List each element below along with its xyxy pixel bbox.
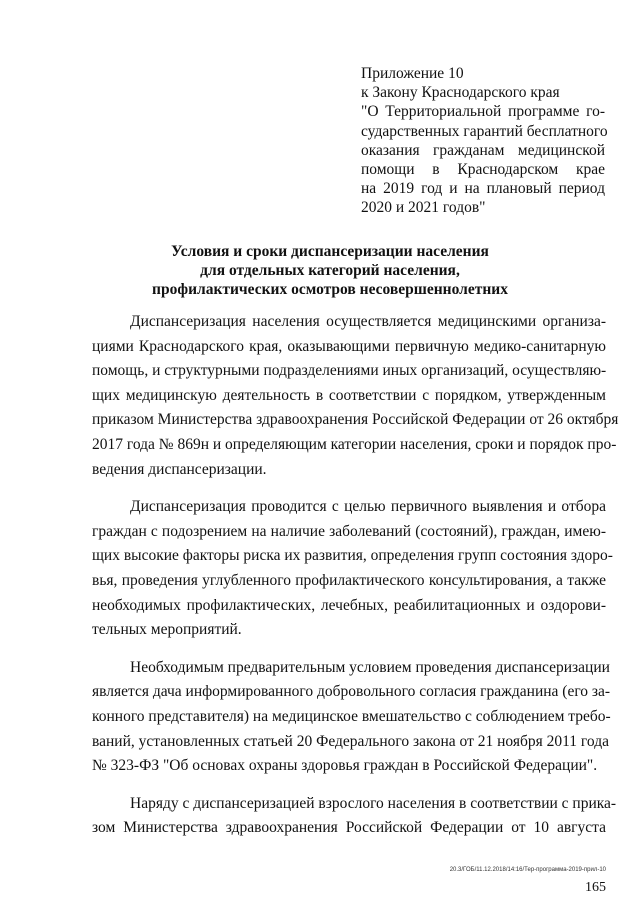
text-line: зом Министерства здравоохранения Российской Федерации от 10 августа	[92, 819, 606, 837]
text-line: щих медицинскую деятельность в соответствии с порядком, утвержденным	[92, 386, 606, 404]
document-body	[92, 310, 619, 854]
text-line: граждан с подозрением на наличие заболеваний (состояний), граждан, имею-	[92, 522, 606, 540]
paragraph	[92, 656, 611, 779]
appendix-line: Приложение 10	[361, 65, 464, 82]
document-title	[100, 242, 560, 299]
title-line: профилактических осмотров несовершеннолетних	[152, 281, 508, 298]
paragraph	[92, 310, 619, 482]
text-line: является дача информированного добровольного согласия гражданина (его за-	[92, 683, 611, 701]
appendix-line: оказания гражданам медицинской	[361, 141, 605, 159]
text-line: ваний, установленных статьей 20 Федерального закона от 21 ноября 2011 года	[92, 732, 609, 750]
text-line: Наряду с диспансеризацией взрослого населения в соответствии с прика-	[130, 794, 617, 812]
text-line: тельных мероприятий.	[92, 621, 242, 639]
appendix-line: помощи в Краснодарском крае	[361, 161, 605, 179]
text-line: Диспансеризация проводится с целью первичного выявления и отбора	[130, 498, 606, 516]
text-line: ведения диспансеризации.	[92, 460, 267, 478]
text-line: Диспансеризация населения осуществляется медицинскими организа-	[130, 313, 606, 330]
title-line: Условия и сроки диспансеризации населения	[171, 243, 489, 260]
text-line: приказом Министерства здравоохранения Российской Федерации от 26 октября	[92, 411, 619, 429]
appendix-line: "О Территориальной программе го-	[361, 103, 605, 121]
text-line: конного представителя) на медицинское вмешательство с соблюдением требо-	[92, 707, 611, 725]
text-line: вья, проведения углубленного профилактического консультирования, а также	[92, 571, 606, 589]
text-line: Необходимым предварительным условием проведения диспансеризации	[130, 658, 610, 676]
text-line: № 323-ФЗ "Об основах охраны здоровья граждан в Российской Федерации".	[92, 757, 598, 775]
text-line: помощь, и структурными подразделениями иных организаций, осуществляю-	[92, 362, 607, 380]
document-reference-code: 20.3/ГОБ/11.12.2018/14:16/Тер-программа-2019-прил-10	[449, 867, 606, 873]
text-line: необходимых профилактических, лечебных, реабилитационных и оздорови-	[92, 596, 606, 614]
text-line: 2017 года № 869н и определяющим категории населения, сроки и порядок про-	[92, 435, 617, 453]
appendix-line: на 2019 год и на плановый период	[361, 180, 605, 198]
appendix-line: к Закону Краснодарского края	[361, 84, 560, 102]
appendix-line: 2020 и 2021 годов"	[361, 199, 486, 217]
appendix-header	[361, 64, 608, 218]
text-line: циями Краснодарского края, оказывающими первичную медико-санитарную	[92, 337, 606, 355]
paragraph	[92, 792, 617, 841]
paragraph	[92, 495, 613, 643]
text-line: щих высокие факторы риска их развития, определения групп состояния здоро-	[92, 547, 613, 565]
page-number: 165	[585, 880, 606, 895]
appendix-line: сударственных гарантий бесплатного	[361, 122, 608, 140]
title-line: для отдельных категорий населения,	[200, 262, 460, 279]
